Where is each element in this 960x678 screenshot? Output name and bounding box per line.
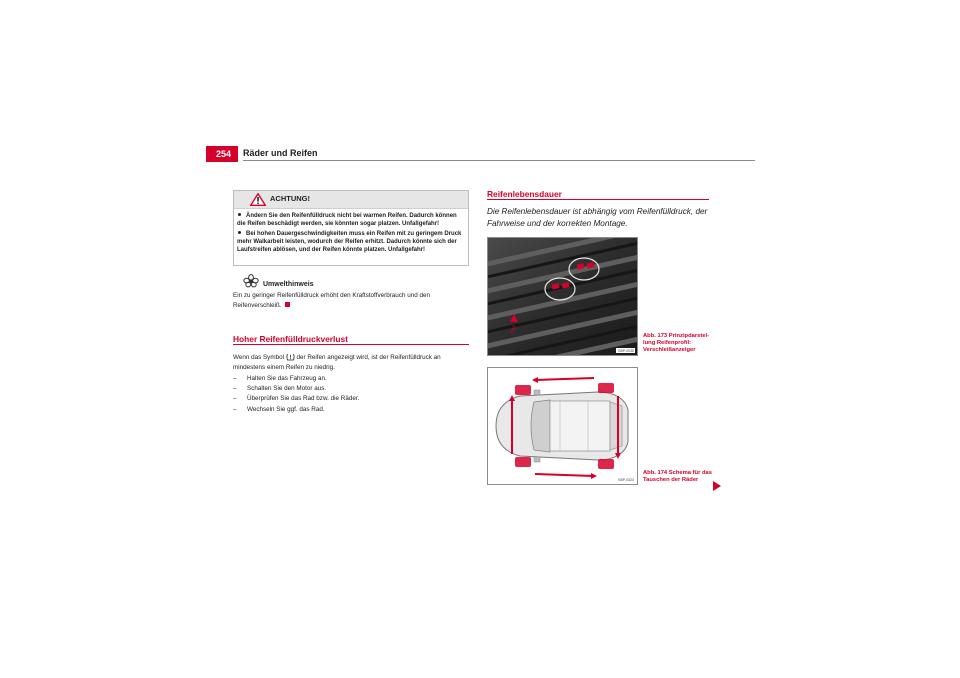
figure-caption-174: Abb. 174 Schema für das Tauschen der Räder xyxy=(643,470,712,483)
warning-header xyxy=(234,191,468,209)
svg-text:TWI: TWI xyxy=(509,324,519,336)
steps-list xyxy=(233,374,359,415)
bullet-icon xyxy=(238,213,241,216)
figure-code: B5P-0324 xyxy=(618,478,634,482)
pressure-loss-text: Wenn das Symbol der Reifen angezeigt wird, ist der Reifenfülldruck an mindestens einem Reifen zu niedrig. xyxy=(233,354,441,371)
tire-tread-illustration xyxy=(488,238,637,355)
chapter-title: Räder und Reifen xyxy=(243,148,318,158)
warning-title: ACHTUNG! xyxy=(270,194,310,203)
list-item: – Überprüfen Sie das Rad bzw. die Räder. xyxy=(233,395,360,403)
section-heading-lifespan: Reifenlebensdauer xyxy=(487,189,562,199)
figure-code: B5P-0036 xyxy=(618,349,634,353)
environment-title: Umwelthinweis xyxy=(263,281,314,288)
page-number: 254 xyxy=(206,146,238,162)
warning-item: Bei hohen Dauergeschwindigkeiten muss ein Reifen mit zu geringem Druck mehr Walkarbeit leisten, wodurch der Reifen erhitzt. Dadurch könnte sich der Laufstreifen ablösen, und der Reifen könnte platzen. Unfallgefahr! xyxy=(237,230,462,254)
section-rule xyxy=(487,199,709,200)
list-item: – Wechseln Sie ggf. das Rad. xyxy=(233,405,325,413)
figure-caption-173: Abb. 173 Prinzipdarstellung Reifenprofil: Verschleißanzeiger xyxy=(643,333,710,353)
flower-icon xyxy=(243,274,259,288)
section-heading-pressure-loss: Hoher Reifenfülldruckverlust xyxy=(233,334,348,344)
list-item: – Halten Sie das Fahrzeug an. xyxy=(233,375,327,382)
section-end-marker xyxy=(285,302,290,307)
environment-text: Ein zu geringer Reifenfülldruck erhöht den Kraftstoffverbrauch und den Reifenverschleiß. xyxy=(233,292,430,309)
figure-tire-tread xyxy=(487,237,638,356)
warning-triangle-icon xyxy=(250,193,266,206)
warning-body xyxy=(234,209,468,254)
tire-pressure-icon xyxy=(286,353,295,361)
figure-wheel-rotation xyxy=(487,367,638,485)
section-rule xyxy=(233,344,469,345)
header-divider xyxy=(243,160,755,161)
warning-box xyxy=(233,190,469,266)
lifespan-intro: Die Reifenlebensdauer ist abhängig vom Reifenfülldruck, der Fahrweise und der korrekten Montage. xyxy=(487,207,708,228)
warning-item: Ändern Sie den Reifenfülldruck nicht bei warmen Reifen. Dadurch können die Reifen beschädigt werden, sie könnten sogar platzen. Unfallgefahr! xyxy=(237,213,457,228)
list-item: – Schalten Sie den Motor aus. xyxy=(233,385,327,393)
car-topview-illustration xyxy=(488,368,637,484)
bullet-icon xyxy=(238,231,241,234)
arrow-right-icon[interactable] xyxy=(713,481,721,491)
